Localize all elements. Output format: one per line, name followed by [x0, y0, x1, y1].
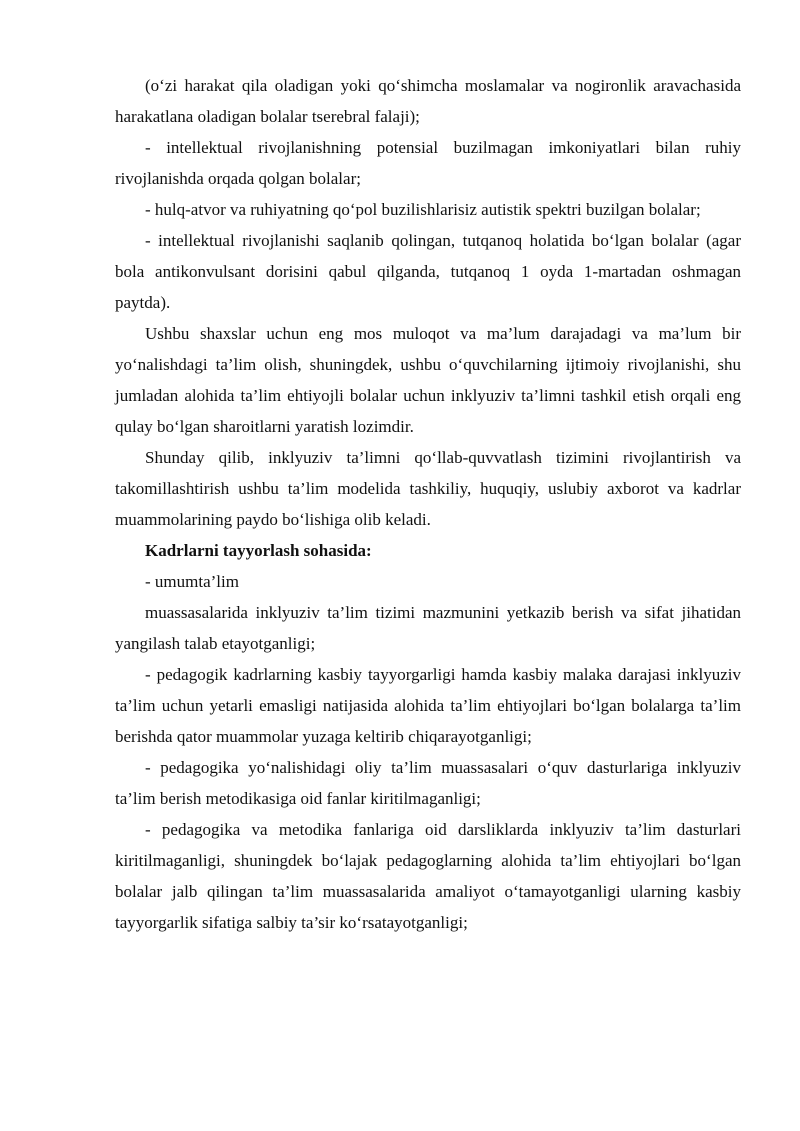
list-item-4: - umumta’lim	[145, 572, 239, 591]
list-item-1: - intellektual rivojlanishning potensial buzilmagan imkoniyatlari bilan ruhiy rivojlanishda orqada qolgan bolalar;	[115, 138, 741, 188]
paragraph-4: muassasalarida inklyuziv ta’lim tizimi mazmunini yetkazib berish va sifat jihatidan yangilash talab etayotganligi;	[115, 603, 741, 653]
list-item-5: - pedagogik kadrlarning kasbiy tayyorgarligi hamda kasbiy malaka darajasi inklyuziv ta’lim uchun yetarli emasligi natijasida alohida ta’lim ehtiyojlari bo‘lgan bolalarga ta’lim berishda qator muammolar yuzaga keltirib chiqarayotganligi;	[115, 665, 741, 746]
paragraph-3: Shunday qilib, inklyuziv ta’limni qo‘llab-quvvatlash tizimini rivojlantirish va takomillashtirish ushbu ta’lim modelida tashkiliy, huquqiy, uslubiy axborot va kadrlar muammolarining paydo bo‘lishiga olib keladi.	[115, 448, 741, 529]
paragraph-1: (o‘zi harakat qila oladigan yoki qo‘shimcha moslamalar va nogironlik aravachasida harakatlana oladigan bolalar tserebral falaji);	[115, 76, 741, 126]
list-item-2: - hulq-atvor va ruhiyatning qo‘pol buzilishlarisiz autistik spektri buzilgan bolalar;	[145, 200, 701, 219]
paragraph-2: Ushbu shaxslar uchun eng mos muloqot va ma’lum darajadagi va ma’lum bir yo‘nalishdagi ta’lim olish, shuningdek, ushbu o‘quvchilarning ijtimoiy rivojlanishi, shu jumladan alohida ta’lim ehtiyojli bolalar uchun inklyuziv ta’limni tashkil etish orqali eng qulay bo‘lgan sharoitlarni yaratish lozimdir.	[115, 324, 741, 436]
document-page	[115, 70, 741, 938]
list-item-3: - intellektual rivojlanishi saqlanib qolingan, tutqanoq holatida bo‘lgan bolalar (agar bola antikonvulsant dorisini qabul qilganda, tutqanoq 1 oyda 1-martadan oshmagan paytda).	[115, 231, 741, 312]
list-item-6: - pedagogika yo‘nalishidagi oliy ta’lim muassasalari o‘quv dasturlariga inklyuziv ta’lim berish metodikasiga oid fanlar kiritilmaganligi;	[115, 758, 741, 808]
section-heading: Kadrlarni tayyorlash sohasida:	[145, 541, 372, 560]
list-item-7: - pedagogika va metodika fanlariga oid darsliklarda inklyuziv ta’lim dasturlari kiritilmaganligi, shuningdek bo‘lajak pedagoglarning alohida ta’lim ehtiyojlari bo‘lgan bolalar jalb qilingan ta’lim muassasalarida amaliyot o‘tamayotganligi ularning kasbiy tayyorgarlik sifatiga salbiy ta’sir ko‘rsatayotganligi;	[115, 820, 741, 932]
